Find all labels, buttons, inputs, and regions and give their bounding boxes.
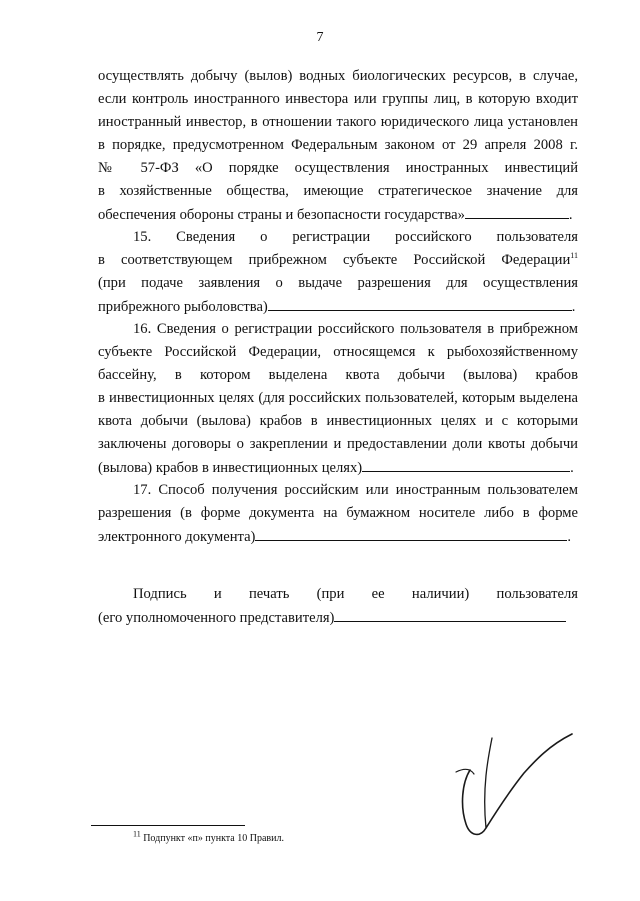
p16-line-2: субъекте Российской Федерации, относящемся к рыбохозяйственному [98, 344, 578, 360]
p16-line-7 [98, 456, 574, 478]
p15-line-2-text: в соответствующем прибрежном субъекте Российской Федерации [98, 252, 571, 268]
p17-line-2: разрешения (в форме документа на бумажном носителе либо в форме [98, 505, 578, 521]
p15-line-4-end: . [571, 299, 576, 315]
p16-line-1: 16. Сведения о регистрации российского пользователя в прибрежном [133, 321, 578, 337]
p17-line-3-text: электронного документа) [98, 529, 256, 545]
footnote [133, 829, 284, 844]
p14-line-5: № 57-ФЗ «О порядке осуществления иностранных инвестиций [98, 160, 578, 176]
p15-line-4-text: прибрежного рыболовства) [98, 299, 268, 315]
p14-line-6: в хозяйственные общества, имеющие стратегическое значение для [98, 183, 578, 199]
p16-line-7-text: (вылова) крабов в инвестиционных целях) [98, 460, 363, 476]
p14-line-7 [98, 203, 573, 225]
signature-line-2 [98, 606, 566, 628]
p15-fill-blank [268, 295, 572, 311]
footnote-separator [91, 825, 245, 826]
page-number: 7 [316, 30, 324, 45]
p14-line-3: иностранный инвестор, в отношении такого юридического лица установлен [98, 114, 578, 130]
signature-fill-blank [334, 606, 566, 622]
p16-line-7-end: . [570, 460, 574, 476]
footnote-text: Подпункт «п» пункта 10 Правил. [140, 833, 284, 844]
p15-line-3: (при подаче заявления о выдаче разрешения для осуществления [98, 275, 578, 291]
p14-line-1: осуществлять добычу (вылов) водных биологических ресурсов, в случае, [98, 68, 578, 84]
p14-line-7-text: обеспечения обороны страны и безопасности государства» [98, 207, 465, 223]
footnote-ref-11: 11 [570, 251, 578, 261]
signature-line-2-text: (его уполномоченного представителя) [98, 610, 335, 626]
p17-line-3-end: . [567, 529, 572, 545]
p14-line-4: в порядке, предусмотренном Федеральным законом от 29 апреля 2008 г. [98, 137, 578, 153]
handwritten-signature [452, 728, 592, 843]
p15-line-1: 15. Сведения о регистрации российского пользователя [133, 229, 578, 245]
p15-line-4 [98, 295, 575, 317]
p14-line-2: если контроль иностранного инвестора или группы лиц, в которую входит [98, 91, 578, 107]
p17-line-1: 17. Способ получения российским или иностранным пользователем [133, 482, 578, 498]
p16-line-6: заключены договоры о закреплении и предоставлении доли квоты добычи [98, 436, 578, 452]
p16-line-4: в инвестиционных целях (для российских пользователей, которым выделена [98, 390, 578, 406]
p16-line-3: бассейну, в котором выделена квота добычи (вылова) крабов [98, 367, 578, 383]
p16-line-5: квота добычи (вылова) крабов в инвестиционных целях и с которыми [98, 413, 578, 429]
p17-line-3 [98, 525, 571, 547]
signature-line-1: Подпись и печать (при ее наличии) пользователя [133, 586, 578, 602]
p16-fill-blank [362, 456, 570, 472]
p15-line-2 [98, 249, 578, 271]
footnote-marker: 11 [133, 829, 141, 839]
p14-fill-blank [465, 203, 569, 219]
p17-fill-blank [255, 525, 567, 541]
p14-line-7-end: . [568, 207, 573, 223]
